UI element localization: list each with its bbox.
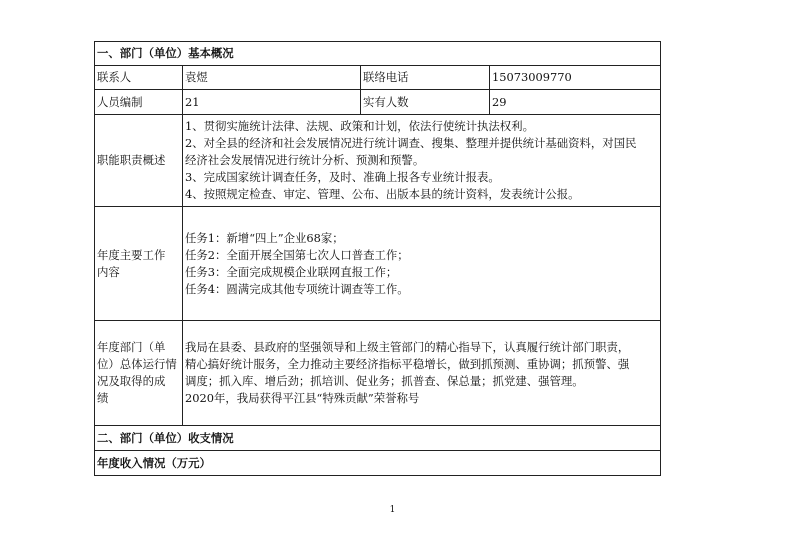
contact-value: 袁煜 [183, 66, 361, 90]
task-line: 任务1：新增“四上”企业68家； [185, 230, 344, 245]
page-number: 1 [389, 505, 396, 515]
tasks-row [95, 207, 661, 321]
duties-line: 2、对全县的经济和社会发展情况进行统计调查、搜集、整理并提供统计基础资料，对国民 [185, 136, 637, 150]
task-line: 任务4：圆满完成其他专项统计调查等工作。 [185, 281, 409, 296]
performance-label: 年度部门（单 位）总体运行情 况及取得的成 绩 [95, 321, 183, 426]
phone-label: 联络电话 [361, 66, 490, 90]
section-row-basic [95, 42, 661, 66]
contact-label: 联系人 [95, 66, 183, 90]
tasks-label: 年度主要工作 内容 [95, 207, 183, 321]
info-table [94, 41, 661, 476]
income-title: 年度收入情况（万元） [95, 451, 661, 476]
staff-quota-label: 人员编制 [95, 90, 183, 115]
duties-label: 职能职责概述 [95, 115, 183, 207]
section-title-finance: 二、部门（单位）收支情况 [95, 426, 661, 451]
tasks-content [183, 207, 661, 321]
performance-row [95, 321, 661, 426]
duties-line: 4、按照规定检查、审定、管理、公布、出版本县的统计资料，发表统计公报。 [185, 187, 580, 201]
duties-line: 经济社会发展情况进行统计分析、预测和预警。 [185, 153, 425, 167]
actual-staff-value: 29 [490, 90, 661, 115]
task-line: 任务2：全面开展全国第七次人口普查工作； [185, 247, 409, 262]
section-title-basic: 一、部门（单位）基本概况 [95, 42, 661, 66]
task-line: 任务3：全面完成规模企业联网直报工作； [185, 264, 398, 279]
performance-line: 精心搞好统计服务，全力推动主要经济指标平稳增长，做到抓预测、重协调；抓预警、强 [185, 357, 630, 371]
duties-content [183, 115, 661, 207]
duties-line: 3、完成国家统计调查任务，及时、准确上报各专业统计报表。 [185, 170, 500, 184]
duties-line: 1、贯彻实施统计法律、法规、政策和计划，依法行使统计执法权利。 [185, 119, 534, 133]
duties-row [95, 115, 661, 207]
section-row-finance [95, 426, 661, 451]
performance-line: 调度；抓入库、增后劲；抓培训、促业务；抓普查、保总量；抓党建、强管理。 [185, 374, 584, 388]
phone-value: 15073009770 [490, 66, 661, 90]
staff-row [95, 90, 661, 115]
performance-line: 我局在县委、县政府的坚强领导和上级主管部门的精心指导下，认真履行统计部门职责， [185, 340, 630, 354]
income-row [95, 451, 661, 476]
contact-row [95, 66, 661, 90]
info-form [94, 41, 660, 476]
staff-quota-value: 21 [183, 90, 361, 115]
performance-line: 2020年，我局获得平江县“特殊贡献”荣誉称号 [185, 391, 420, 405]
performance-content [183, 321, 661, 426]
actual-staff-label: 实有人数 [361, 90, 490, 115]
